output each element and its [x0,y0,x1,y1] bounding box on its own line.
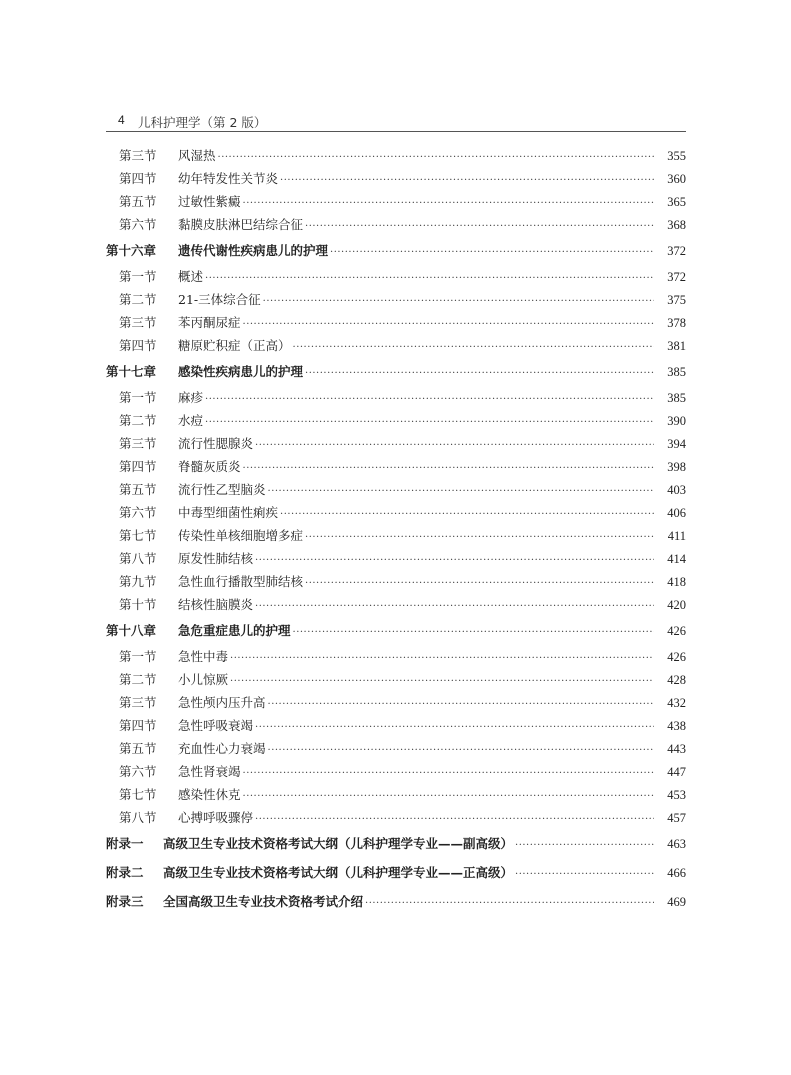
toc-section-row[interactable] [106,167,686,190]
toc-entry-title: 急性颅内压升高 [178,695,266,710]
dot-leader [280,169,654,192]
dot-leader [268,693,654,716]
toc-entry-title: 中毒型细菌性痢疾 [178,505,279,520]
toc-entry-label: 附录三 [106,894,144,909]
toc-entry-title: 传染性单核细胞增多症 [178,528,304,543]
toc-entry-page: 457 [667,811,686,825]
dot-leader [205,388,654,411]
toc-section-row[interactable] [106,386,686,409]
toc-entry-label: 第五节 [119,482,157,497]
toc-entry-title: 幼年特发性关节炎 [178,171,279,186]
toc-entry-title: 全国高级卫生专业技术资格考试介绍 [163,894,364,909]
toc-entry-page: 394 [667,437,686,451]
dot-leader [365,889,654,918]
dot-leader [255,434,654,457]
toc-entry-label: 第九节 [119,574,157,589]
toc-entry-label: 第四节 [119,459,157,474]
toc-entry-label: 第二节 [119,672,157,687]
toc-entry-page: 372 [667,244,686,258]
toc-entry-label: 附录二 [106,865,144,880]
toc-entry-title: 风湿热 [178,148,216,163]
toc-entry-page: 385 [667,365,686,379]
toc-section-row[interactable] [106,311,686,334]
dot-leader [218,146,654,169]
toc-section-row[interactable] [106,668,686,691]
toc-entry-page: 414 [667,552,686,566]
toc-entry-label: 第三节 [119,695,157,710]
toc-entry-title: 过敏性紫癜 [178,194,241,209]
toc-appendix-row[interactable] [106,829,686,858]
toc-section-row[interactable] [106,783,686,806]
toc-entry-page: 368 [667,218,686,232]
toc-section-row[interactable] [106,144,686,167]
dot-leader [515,860,654,889]
toc-entry-page: 418 [667,575,686,589]
toc-entry-title: 水痘 [178,413,204,428]
toc-entry-page: 403 [667,483,686,497]
toc-entry-label: 第七节 [119,787,157,802]
toc-appendix-row[interactable] [106,858,686,887]
toc-entry-label: 第八节 [119,551,157,566]
dot-leader [255,716,654,739]
toc-entry-title: 心搏呼吸骤停 [178,810,254,825]
dot-leader [205,267,654,290]
toc-entry-page: 398 [667,460,686,474]
toc-entry-title: 高级卫生专业技术资格考试大纲（儿科护理学专业——正高级） [163,865,514,880]
toc-section-row[interactable] [106,737,686,760]
toc-entry-page: 375 [667,293,686,307]
toc-entry-label: 第五节 [119,741,157,756]
toc-entry-page: 411 [667,529,686,543]
toc-entry-label: 第三节 [119,148,157,163]
dot-leader [268,739,654,762]
toc-entry-page: 443 [667,742,686,756]
toc-entry-title: 急性肾衰竭 [178,764,241,779]
toc-section-row[interactable] [106,455,686,478]
toc-entry-label: 第八节 [119,810,157,825]
toc-section-row[interactable] [106,570,686,593]
dot-leader [305,215,654,238]
toc-entry-page: 385 [667,391,686,405]
toc-section-row[interactable] [106,478,686,501]
dot-leader [293,336,654,359]
book-title: 儿科护理学（第 2 版） [138,115,267,130]
toc-section-row[interactable] [106,190,686,213]
toc-entry-title: 黏膜皮肤淋巴结综合征 [178,217,304,232]
running-header [106,113,686,132]
toc-entry-title: 急性中毒 [178,649,229,664]
toc-section-row[interactable] [106,645,686,668]
toc-entry-title: 流行性乙型脑炎 [178,482,266,497]
toc-entry-label: 第三节 [119,315,157,330]
toc-entry-label: 附录一 [106,836,144,851]
toc-entry-page: 466 [667,866,686,880]
toc-entry-label: 第四节 [119,338,157,353]
toc-entry-page: 390 [667,414,686,428]
toc-entry-label: 第六节 [119,505,157,520]
toc-entry-title: 概述 [178,269,204,284]
toc-entry-label: 第十六章 [106,243,157,258]
toc-entry-label: 第五节 [119,194,157,209]
toc-entry-label: 第二节 [119,292,157,307]
toc-entry-label: 第六节 [119,764,157,779]
toc-entry-title: 麻疹 [178,390,204,405]
toc-entry-title: 流行性腮腺炎 [178,436,254,451]
toc-section-row[interactable] [106,760,686,783]
dot-leader [230,647,654,670]
toc-entry-title: 小儿惊厥 [178,672,229,687]
dot-leader [255,595,654,618]
toc-entry-label: 第一节 [119,269,157,284]
toc-entry-label: 第七节 [119,528,157,543]
toc-entry-title: 遗传代谢性疾病患儿的护理 [178,243,329,258]
toc-section-row[interactable] [106,524,686,547]
toc-entry-page: 420 [667,598,686,612]
dot-leader [230,670,654,693]
dot-leader [305,526,654,549]
dot-leader [515,831,654,860]
toc-section-row[interactable] [106,547,686,570]
toc-section-row[interactable] [106,409,686,432]
toc-chapter-row[interactable] [106,236,686,265]
toc-section-row[interactable] [106,806,686,829]
dot-leader [263,290,654,313]
toc-entry-title: 糖原贮积症（正高） [178,338,291,353]
toc-entry-page: 453 [667,788,686,802]
toc-entry-page: 372 [667,270,686,284]
toc-entry-label: 第十节 [119,597,157,612]
toc-entry-title: 急性呼吸衰竭 [178,718,254,733]
table-of-contents [106,144,686,916]
dot-leader [330,238,654,267]
dot-leader [305,359,654,388]
toc-entry-title: 急危重症患儿的护理 [178,623,291,638]
toc-entry-label: 第二节 [119,413,157,428]
toc-entry-label: 第十七章 [106,364,157,379]
toc-entry-title: 脊髓灰质炎 [178,459,241,474]
dot-leader [243,192,654,215]
toc-entry-title: 感染性疾病患儿的护理 [178,364,304,379]
toc-entry-page: 469 [667,895,686,909]
dot-leader [243,785,654,808]
toc-section-row[interactable] [106,593,686,616]
toc-entry-title: 21-三体综合征 [178,292,261,307]
dot-leader [243,457,654,480]
toc-entry-title: 充血性心力衰竭 [178,741,266,756]
toc-entry-label: 第六节 [119,217,157,232]
toc-section-row[interactable] [106,288,686,311]
dot-leader [280,503,654,526]
toc-entry-page: 428 [667,673,686,687]
toc-entry-page: 463 [667,837,686,851]
toc-entry-page: 447 [667,765,686,779]
toc-appendix-row[interactable] [106,887,686,916]
toc-section-row[interactable] [106,334,686,357]
toc-entry-label: 第三节 [119,436,157,451]
toc-entry-label: 第十八章 [106,623,157,638]
toc-entry-page: 378 [667,316,686,330]
toc-entry-page: 432 [667,696,686,710]
toc-section-row[interactable] [106,265,686,288]
toc-entry-label: 第四节 [119,171,157,186]
toc-section-row[interactable] [106,714,686,737]
toc-section-row[interactable] [106,213,686,236]
dot-leader [205,411,654,434]
page-number: 4 [118,113,125,127]
dot-leader [305,572,654,595]
toc-entry-title: 感染性休克 [178,787,241,802]
toc-section-row[interactable] [106,432,686,455]
toc-entry-page: 426 [667,650,686,664]
toc-entry-label: 第一节 [119,649,157,664]
toc-section-row[interactable] [106,691,686,714]
dot-leader [255,549,654,572]
toc-entry-label: 第四节 [119,718,157,733]
toc-entry-title: 急性血行播散型肺结核 [178,574,304,589]
toc-entry-label: 第一节 [119,390,157,405]
toc-entry-title: 结核性脑膜炎 [178,597,254,612]
toc-entry-page: 365 [667,195,686,209]
toc-chapter-row[interactable] [106,357,686,386]
toc-chapter-row[interactable] [106,616,686,645]
toc-section-row[interactable] [106,501,686,524]
dot-leader [243,313,654,336]
dot-leader [255,808,654,831]
toc-entry-page: 360 [667,172,686,186]
toc-entry-page: 426 [667,624,686,638]
dot-leader [243,762,654,785]
toc-entry-page: 381 [667,339,686,353]
toc-entry-page: 438 [667,719,686,733]
toc-entry-page: 355 [667,149,686,163]
dot-leader [268,480,654,503]
toc-entry-title: 苯丙酮尿症 [178,315,241,330]
toc-entry-title: 高级卫生专业技术资格考试大纲（儿科护理学专业——副高级） [163,836,514,851]
toc-entry-title: 原发性肺结核 [178,551,254,566]
toc-entry-page: 406 [667,506,686,520]
dot-leader [293,618,654,647]
